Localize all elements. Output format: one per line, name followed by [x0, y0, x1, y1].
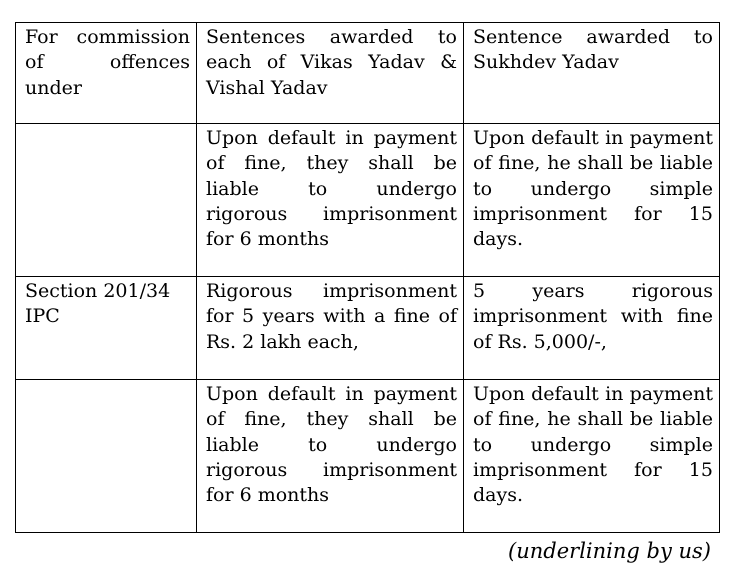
sukhdev-cell: Upon default in payment of fine, he shall be liable to undergo simple imprisonment for 15 days.: [464, 124, 720, 277]
sukhdev-cell: Upon default in payment of fine, he shall be liable to undergo simple imprisonment for 15 days.: [464, 380, 720, 533]
vikas-vishal-cell: Upon default in payment of fine, they shall be liable to undergo rigorous imprisonment for 6 months: [197, 124, 464, 277]
offence-cell: [16, 124, 197, 277]
header-vikas-vishal-sentence: Sentences awarded to each of Vikas Yadav & Vishal Yadav: [197, 23, 464, 124]
table-header-row: [16, 23, 720, 124]
sentences-table: [15, 22, 720, 533]
table-row: [16, 124, 720, 277]
underlining-note: (underlining by us): [508, 539, 711, 563]
header-offences: For commission of offences under: [16, 23, 197, 124]
offence-cell: Section 201/34 IPC: [16, 277, 197, 380]
vikas-vishal-cell: Upon default in payment of fine, they shall be liable to undergo rigorous imprisonment for 6 months: [197, 380, 464, 533]
vikas-vishal-cell: Rigorous imprisonment for 5 years with a fine of Rs. 2 lakh each,: [197, 277, 464, 380]
header-sukhdev-sentence: Sentence awarded to Sukhdev Yadav: [464, 23, 720, 124]
table-row: [16, 380, 720, 533]
sukhdev-cell: 5 years rigorous imprisonment with fine of Rs. 5,000/-,: [464, 277, 720, 380]
table-row: [16, 277, 720, 380]
offence-cell: [16, 380, 197, 533]
document-excerpt: [15, 22, 719, 565]
